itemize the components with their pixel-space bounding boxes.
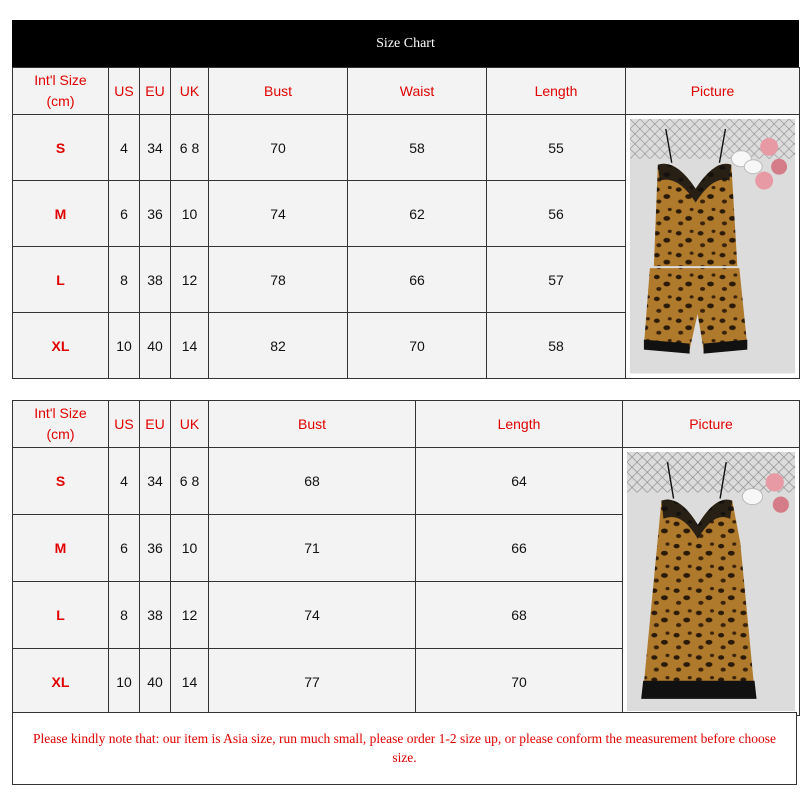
eu-value: 34 (140, 115, 171, 181)
size-table-nightdress (12, 400, 800, 716)
bust-value: 82 (209, 313, 348, 379)
uk-value: 14 (171, 313, 209, 379)
length-value: 68 (416, 582, 623, 649)
table-header-row (13, 68, 800, 115)
bust-value: 74 (209, 181, 348, 247)
size-label: S (13, 448, 109, 515)
length-value: 57 (487, 247, 626, 313)
eu-value: 34 (140, 448, 171, 515)
header-eu: EU (140, 401, 171, 448)
size-chart-title: Size Chart (12, 20, 799, 67)
eu-value: 38 (140, 247, 171, 313)
table-row (13, 115, 800, 181)
us-value: 4 (109, 448, 140, 515)
length-value: 66 (416, 515, 623, 582)
bust-value: 68 (209, 448, 416, 515)
us-value: 4 (109, 115, 140, 181)
header-uk: UK (171, 401, 209, 448)
size-label: L (13, 247, 109, 313)
header-picture: Picture (626, 68, 800, 115)
header-eu: EU (140, 68, 171, 115)
header-uk: UK (171, 68, 209, 115)
header-length: Length (416, 401, 623, 448)
header-length: Length (487, 68, 626, 115)
eu-value: 40 (140, 649, 171, 716)
picture-cell (623, 448, 800, 716)
us-value: 6 (109, 181, 140, 247)
bust-value: 71 (209, 515, 416, 582)
eu-value: 40 (140, 313, 171, 379)
bust-value: 78 (209, 247, 348, 313)
bust-value: 77 (209, 649, 416, 716)
length-value: 58 (487, 313, 626, 379)
length-value: 56 (487, 181, 626, 247)
header-waist: Waist (348, 68, 487, 115)
header-intl-size: Int'l Size (cm) (13, 68, 109, 115)
length-value: 70 (416, 649, 623, 716)
eu-value: 38 (140, 582, 171, 649)
length-value: 64 (416, 448, 623, 515)
us-value: 6 (109, 515, 140, 582)
uk-value: 10 (171, 181, 209, 247)
uk-value: 12 (171, 582, 209, 649)
eu-value: 36 (140, 181, 171, 247)
us-value: 8 (109, 582, 140, 649)
header-us: US (109, 68, 140, 115)
size-label: S (13, 115, 109, 181)
nightdress-photo (627, 452, 795, 711)
header-us: US (109, 401, 140, 448)
bust-value: 74 (209, 582, 416, 649)
waist-value: 58 (348, 115, 487, 181)
size-table-camisole-set (12, 67, 800, 379)
us-value: 8 (109, 247, 140, 313)
camisole-shorts-photo (630, 119, 795, 373)
eu-value: 36 (140, 515, 171, 582)
size-note (12, 712, 797, 785)
bust-value: 70 (209, 115, 348, 181)
size-label: XL (13, 649, 109, 716)
header-bust: Bust (209, 68, 348, 115)
us-value: 10 (109, 313, 140, 379)
uk-value: 14 (171, 649, 209, 716)
size-note-text: Please kindly note that: our item is Asia size, run much small, please order 1-2 size up, or please conform the measurement before choose size. (32, 731, 777, 765)
uk-value: 12 (171, 247, 209, 313)
header-bust: Bust (209, 401, 416, 448)
waist-value: 62 (348, 181, 487, 247)
header-picture: Picture (623, 401, 800, 448)
size-label: M (13, 515, 109, 582)
header-intl-size: Int'l Size (cm) (13, 401, 109, 448)
us-value: 10 (109, 649, 140, 716)
size-label: M (13, 181, 109, 247)
waist-value: 66 (348, 247, 487, 313)
uk-value: 10 (171, 515, 209, 582)
size-label: L (13, 582, 109, 649)
uk-value: 6 8 (171, 115, 209, 181)
table-header-row (13, 401, 800, 448)
picture-cell (626, 115, 800, 379)
waist-value: 70 (348, 313, 487, 379)
table-row (13, 448, 800, 515)
uk-value: 6 8 (171, 448, 209, 515)
length-value: 55 (487, 115, 626, 181)
size-label: XL (13, 313, 109, 379)
